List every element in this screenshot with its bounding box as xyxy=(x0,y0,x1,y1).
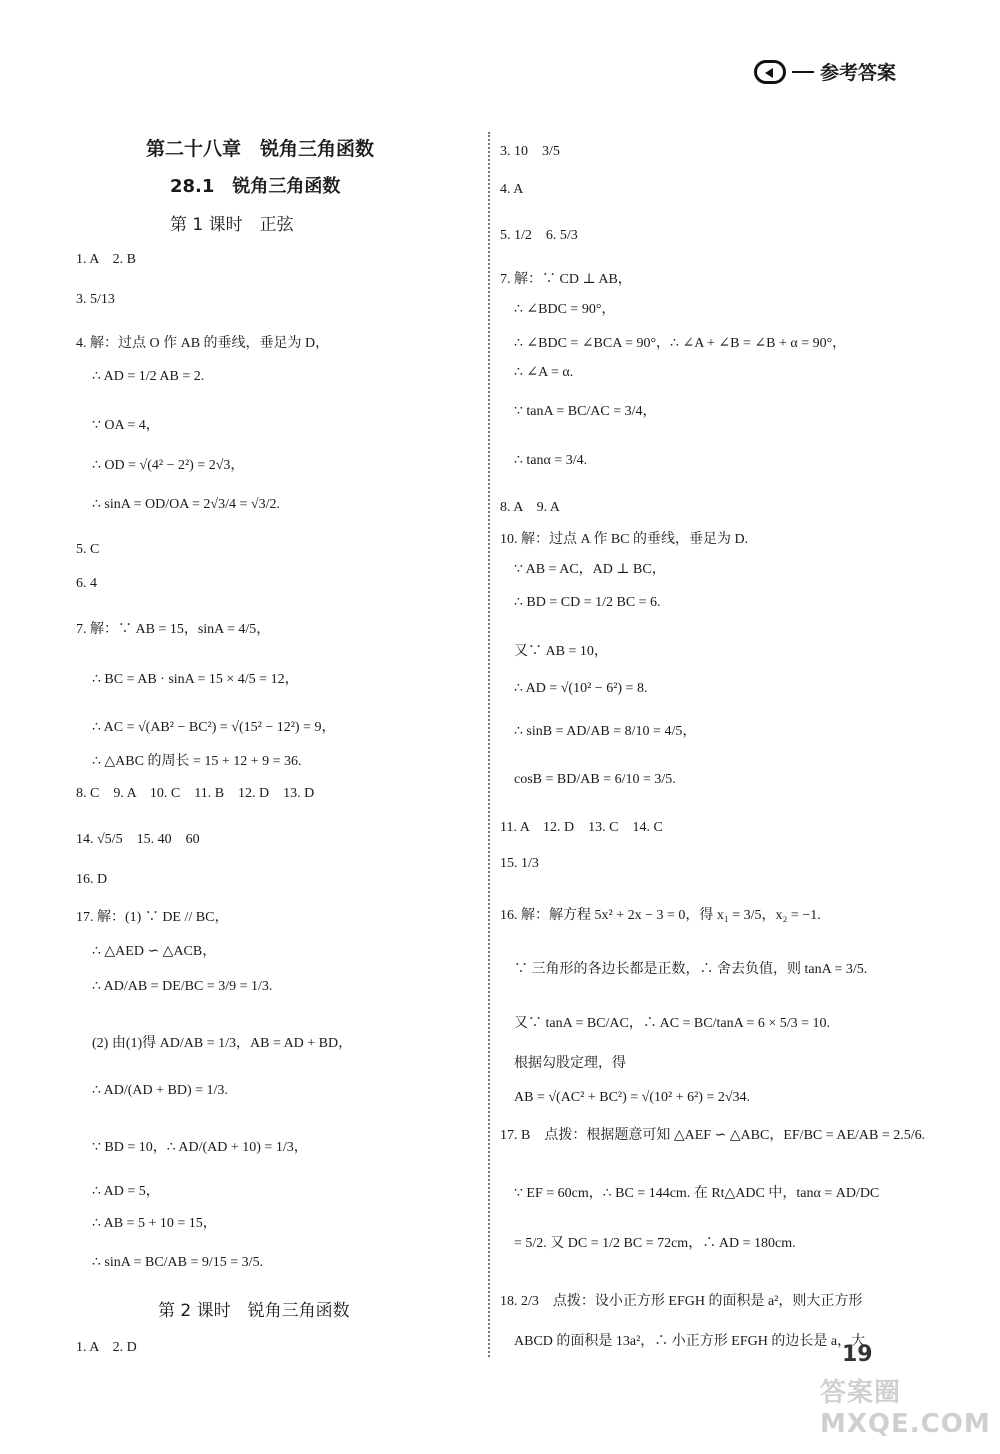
answer-line: 7. 解：∵ AB = 15，sinA = 4/5， xyxy=(76,622,271,637)
answer-line: ∵ 三角形的各边长都是正数，∴ 舍去负值，则 tanA = 3/5. xyxy=(514,962,868,977)
header-title: 参考答案 xyxy=(819,62,896,84)
answer-line: 10. 解：过点 A 作 BC 的垂线，垂足为 D. xyxy=(500,532,749,547)
chapter-title: 第二十八章 锐角三角函数 xyxy=(146,138,375,160)
page-header xyxy=(754,58,896,85)
lesson-1-title: 第 1 课时 正弦 xyxy=(170,215,294,235)
answer-line: 又∵ tanA = BC/AC，∴ AC = BC/tanA = 6 × 5/3 = 10. xyxy=(514,1016,831,1031)
answer-line: 1. A 2. D xyxy=(76,1340,137,1355)
answer-line: ∵ EF = 60cm，∴ BC = 144cm. 在 Rt△ADC 中，tanα = AD/DC xyxy=(514,1186,880,1201)
answer-line: ∵ tanA = BC/AC = 3/4， xyxy=(514,404,657,419)
answer-line: 16. 解：解方程 5x² + 2x − 3 = 0，得 x₁ = 3/5，x₂ = −1. xyxy=(500,908,821,923)
answer-line: ∵ BD = 10，∴ AD/(AD + 10) = 1/3， xyxy=(92,1140,308,1155)
answer-line: 15. 1/3 xyxy=(500,856,539,871)
lesson-2-title: 第 2 课时 锐角三角函数 xyxy=(158,1301,350,1321)
answer-line: 8. A 9. A xyxy=(500,500,560,515)
answer-line: 1. A 2. B xyxy=(76,252,136,267)
answer-line: 5. C xyxy=(76,542,100,557)
page-number: 19 xyxy=(842,1342,873,1367)
answer-line: ∴ sinA = OD/OA = 2√3/4 = √3/2. xyxy=(92,497,280,512)
answer-line: = 5/2. 又 DC = 1/2 BC = 72cm，∴ AD = 180cm. xyxy=(514,1236,796,1251)
answer-line: 16. D xyxy=(76,872,108,887)
answer-line: ∴ ∠A = α. xyxy=(514,365,574,380)
answer-line: ∴ AD/AB = DE/BC = 3/9 = 1/3. xyxy=(92,979,273,994)
answer-line: ∴ BD = CD = 1/2 BC = 6. xyxy=(514,595,661,610)
answer-line: ∴ AC = √(AB² − BC²) = √(15² − 12²) = 9， xyxy=(92,720,336,735)
answer-line: ∴ sinB = AD/AB = 8/10 = 4/5， xyxy=(514,724,697,739)
answer-line: ∴ △AED ∽ △ACB， xyxy=(92,944,217,959)
answer-line: 8. C 9. A 10. C 11. B 12. D 13. D xyxy=(76,786,315,801)
answer-line: ∴ AD = √(10² − 6²) = 8. xyxy=(514,681,648,696)
answer-line: 7. 解：∵ CD ⊥ AB， xyxy=(500,272,632,287)
answer-line: ∴ sinA = BC/AB = 9/15 = 3/5. xyxy=(92,1255,264,1270)
answer-line: ∵ AB = AC，AD ⊥ BC， xyxy=(514,562,666,577)
watermark: 答案圈 MXQE.COM xyxy=(820,1378,991,1439)
answer-line: ABCD 的面积是 13a²，∴ 小正方形 EFGH 的边长是 a，大 xyxy=(514,1334,866,1349)
answer-line: ∴ ∠BDC = 90°， xyxy=(514,302,616,317)
answer-line: 又∵ AB = 10， xyxy=(514,644,608,659)
answer-line: (2) 由(1)得 AD/AB = 1/3，AB = AD + BD， xyxy=(92,1036,353,1051)
section-title: 28.1 锐角三角函数 xyxy=(170,176,341,197)
answer-line: 5. 1/2 6. 5/3 xyxy=(500,228,578,243)
answer-line: ∴ AB = 5 + 10 = 15， xyxy=(92,1216,217,1231)
answer-line: 14. √5/5 15. 40 60 xyxy=(76,832,200,847)
rewind-logo-icon xyxy=(754,60,786,84)
answer-line: 11. A 12. D 13. C 14. C xyxy=(500,820,663,835)
answer-line: AB = √(AC² + BC²) = √(10² + 6²) = 2√34. xyxy=(514,1090,751,1105)
answer-line: 17. B 点拨：根据题意可知 △AEF ∽ △ABC，EF/BC = AE/AB = 2.5/6. xyxy=(500,1128,926,1143)
answer-line: 18. 2/3 点拨：设小正方形 EFGH 的面积是 a²，则大正方形 xyxy=(500,1294,863,1309)
answer-line: 4. A xyxy=(500,182,524,197)
answer-line: ∴ AD = 5， xyxy=(92,1184,160,1199)
answer-line: ∴ AD = 1/2 AB = 2. xyxy=(92,369,205,384)
answer-line: 17. 解：(1) ∵ DE // BC， xyxy=(76,910,229,925)
answer-line: 根据勾股定理，得 xyxy=(514,1056,626,1071)
answer-line: ∴ tanα = 3/4. xyxy=(514,453,588,468)
header-rule xyxy=(792,71,814,73)
answer-line: ∴ AD/(AD + BD) = 1/3. xyxy=(92,1083,228,1098)
answer-line: cosB = BD/AB = 6/10 = 3/5. xyxy=(514,772,676,787)
column-divider xyxy=(488,132,490,1357)
answer-line: 6. 4 xyxy=(76,576,97,591)
answer-line: 4. 解：过点 O 作 AB 的垂线，垂足为 D， xyxy=(76,336,330,351)
answer-line: ∴ ∠BDC = ∠BCA = 90°，∴ ∠A + ∠B = ∠B + α = 90°， xyxy=(514,336,847,351)
answer-line: 3. 5/13 xyxy=(76,292,115,307)
answer-line: ∴ △ABC 的周长 = 15 + 12 + 9 = 36. xyxy=(92,754,302,769)
answer-line: 3. 10 3/5 xyxy=(500,144,560,159)
answer-line: ∴ BC = AB · sinA = 15 × 4/5 = 12， xyxy=(92,672,299,687)
answer-line: ∴ OD = √(4² − 2²) = 2√3， xyxy=(92,458,245,473)
answer-line: ∵ OA = 4， xyxy=(92,418,160,433)
